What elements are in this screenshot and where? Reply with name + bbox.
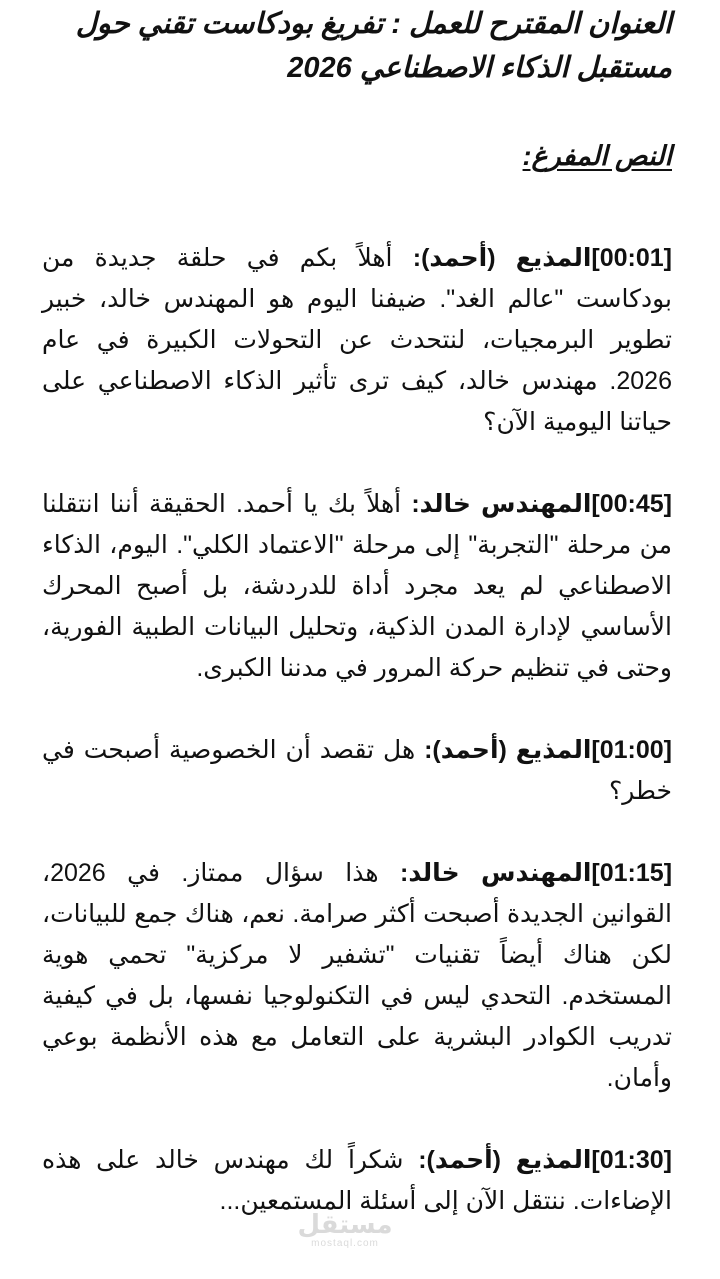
transcript-entry xyxy=(42,484,672,689)
speaker-label: المذيع (أحمد): xyxy=(418,1146,592,1174)
transcript-entry xyxy=(42,853,672,1099)
timestamp: [01:30] xyxy=(591,1146,672,1174)
timestamp: [01:15] xyxy=(591,859,673,887)
speaker-label: المذيع (أحمد): xyxy=(424,736,592,764)
timestamp: [00:01] xyxy=(591,244,672,272)
document-page xyxy=(42,0,672,1222)
watermark-logo-text: مستقل xyxy=(297,1209,393,1239)
transcript-heading: النص المفرغ: xyxy=(522,141,672,171)
entry-text: شكراً لك مهندس خالد على هذه الإضاءات. ننتقل الآن إلى أسئلة المستمعين... xyxy=(42,1146,672,1215)
entry-text: أهلاً بكم في حلقة جديدة من بودكاست "عالم الغد". ضيفنا اليوم هو المهندس خالد، خبير تطوير البرمجيات، لنتحدث عن التحولات الكبيرة في عام 2026. مهندس خالد، كيف ترى تأثير الذكاء الاصطناعي على حياتنا اليومية الآن؟ xyxy=(42,244,672,436)
watermark-domain: mostaql.com xyxy=(311,1238,379,1249)
speaker-label: المذيع (أحمد): xyxy=(412,244,592,272)
transcript-entry xyxy=(42,730,672,812)
transcript-entry xyxy=(42,1140,672,1222)
speaker-label: المهندس خالد: xyxy=(411,490,592,518)
entry-text: أهلاً بك يا أحمد. الحقيقة أننا انتقلنا من مرحلة "التجربة" إلى مرحلة "الاعتماد الكلي". اليوم، الذكاء الاصطناعي لم يعد مجرد أداة للدردشة، بل أصبح المحرك الأساسي لإدارة المدن الذكية، وتحليل البيانات الطبية الفورية، وحتى في تنظيم حركة المرور في مدننا الكبرى. xyxy=(42,490,672,682)
entry-text: هذا سؤال ممتاز. في 2026، القوانين الجديدة أصبحت أكثر صرامة. نعم، هناك جمع للبيانات، لكن هناك أيضاً تقنيات "تشفير لا مركزية" تحمي هوية المستخدم. التحدي ليس في التكنولوجيا نفسها، بل في كيفية تدريب الكوادر البشرية على التعامل مع هذه الأنظمة بوعي وأمان. xyxy=(42,859,672,1092)
speaker-label: المهندس خالد: xyxy=(400,859,592,887)
timestamp: [00:45] xyxy=(591,490,672,518)
transcript-entry xyxy=(42,238,672,443)
document-title: العنوان المقترح للعمل : تفريغ بودكاست تقني حول مستقبل الذكاء الاصطناعي 2026 xyxy=(75,8,672,84)
timestamp: [01:00] xyxy=(591,736,672,764)
entry-text: هل تقصد أن الخصوصية أصبحت في خطر؟ xyxy=(42,736,672,805)
